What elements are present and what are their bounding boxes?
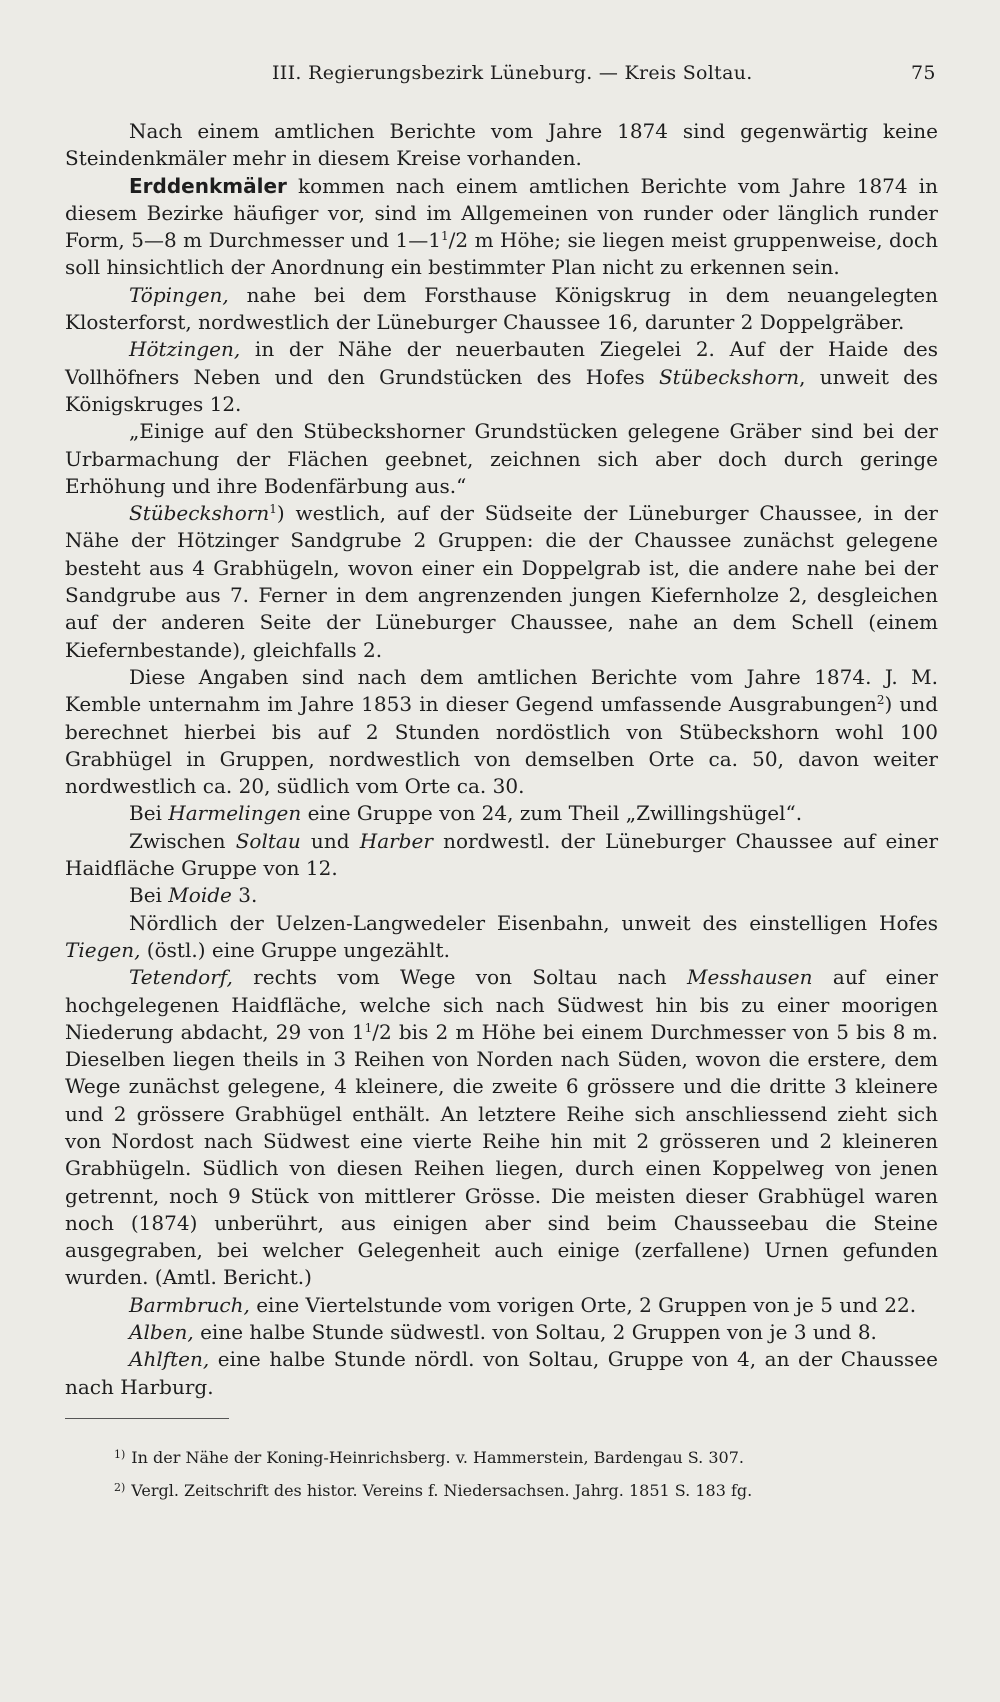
paragraph: Barmbruch, eine Viertelstunde vom vorigen Orte, 2 Gruppen von je 5 und 22.: [129, 1292, 917, 1317]
paragraph: Bei Harmelingen eine Gruppe von 24, zum Theil „Zwillingshügel“.: [129, 801, 803, 826]
paragraph: Diese Angaben sind nach dem amtlichen Berichte vom Jahre 1874. J. M. Kemble unternahm im Jahre 1853 in dieser Gegend umfassende Ausgrabungen$^2$) und berechnet hierbei bis auf 2 Stunden nordöstlich von Stübeckshorn wohl 100 Grabhügel in Gruppen, nordwestlich von demselben Orte ca. 50, davon weiter nordwestlich ca. 20, südlich vom Orte ca. 30.: [65, 664, 938, 799]
place-name: Ahlften,: [129, 1347, 210, 1372]
place-name: Soltau: [235, 828, 301, 853]
paragraph: Töpingen, nahe bei dem Forsthause Königskrug in dem neuangelegten Klosterforst, nordwestlich der Lüneburger Chaussee 16, darunter 2 Doppelgräber.: [65, 282, 938, 335]
page-number: 75: [911, 62, 936, 84]
paragraph: Nach einem amtlichen Berichte vom Jahre 1874 sind gegenwärtig keine Steindenkmäler mehr in diesem Kreise vorhanden.: [65, 119, 938, 171]
footnote-text: In der Nähe der Koning-Heinrichsberg. v. Hammerstein, Bardengau S. 307.: [131, 1448, 744, 1467]
footnotes: [114, 1440, 934, 1506]
paragraph: Tetendorf, rechts vom Wege von Soltau nach Messhausen auf einer hochgelegenen Haidfläche, welche sich nach Südwest hin bis zu einer moorigen Niederung abdacht, 29 von $1^1/2$ bis 2 m Höhe bei einem Durchmesser von 5 bis 8 m. Dieselben liegen theils in 3 Reihen von Norden nach Süden, wovon die erstere, dem Wege zunächst gelegene, 4 kleinere, die zweite 6 grössere und die dritte 3 kleinere und 2 grössere Grabhügel enthält. An letztere Reihe sich anschliessend zieht sich von Nordost nach Südwest eine vierte Reihe hin mit 2 grösseren und 2 kleineren Grabhügeln. Südlich von diesen Reihen liegen, durch einen Koppelweg von jenen getrennt, noch 9 Stück von mittlerer Grösse. Die meisten dieser Grabhügel waren noch (1874) unberührt, aus einigen aber sind beim Chausseebau die Steine ausgegraben, bei welcher Gelegenheit auch einige (zerfallene) Urnen gefunden wurden. (Amtl. Bericht.): [65, 965, 938, 1290]
place-name: Töpingen,: [129, 282, 229, 307]
footnote-ref: 1: [269, 502, 277, 517]
place-name: Hötzingen,: [129, 337, 241, 362]
footnote-divider: [65, 1418, 229, 1419]
place-name: Tetendorf,: [129, 965, 233, 990]
place-name: Barmbruch,: [129, 1292, 250, 1317]
place-name: Stübeckshorn: [658, 364, 800, 389]
place-name: Stübeckshorn: [129, 501, 270, 526]
place-name: Moide: [168, 883, 232, 908]
section-term: Erddenkmäler: [129, 173, 287, 198]
place-name: Harmelingen: [168, 801, 302, 826]
body-text: [65, 118, 938, 1401]
place-name: Tiegen,: [65, 937, 141, 962]
running-title: III. Regierungsbezirk Lüneburg. — Kreis Soltau.: [272, 62, 753, 84]
paragraph: Alben, eine halbe Stunde südwestl. von Soltau, 2 Gruppen von je 3 und 8.: [129, 1320, 877, 1345]
place-name: Harber: [359, 828, 433, 853]
footnote-mark: 1): [114, 1448, 126, 1461]
paragraph: Hötzingen, in der Nähe der neuerbauten Ziegelei 2. Auf der Haide des Vollhöfners Neben und den Grundstücken des Hofes Stübeckshorn, unweit des Königskruges 12.: [65, 337, 938, 416]
paragraph: „Einige auf den Stübeckshorner Grundstücken gelegene Gräber sind bei der Urbarmachung der Flächen geebnet, zeichnen sich aber doch durch geringe Erhöhung und ihre Bodenfärbung aus.“: [65, 419, 938, 498]
paragraph: Bei Moide 3.: [129, 883, 258, 908]
paragraph: Zwischen Soltau und Harber nordwestl. der Lüneburger Chaussee auf einer Haidfläche Gruppe von 12.: [65, 828, 939, 881]
footnote: [114, 1440, 934, 1473]
paragraph: Stübeckshorn$^1$) westlich, auf der Südseite der Lüneburger Chaussee, in der Nähe der Hötzinger Sandgrube 2 Gruppen: die der Chaussee zunächst gelegene besteht aus 4 Grabhügeln, wovon einer ein Doppelgrab ist, die andere nahe bei der Sandgrube aus 7. Ferner in dem angrenzenden jungen Kiefernholze 2, desgleichen auf der anderen Seite der Lüneburger Chaussee, nahe an dem Schell (einem Kiefernbestande), gleichfalls 2.: [65, 501, 938, 662]
paragraph: Ahlften, eine halbe Stunde nördl. von Soltau, Gruppe von 4, an der Chaussee nach Harburg.: [65, 1347, 938, 1399]
footnote-mark: 2): [114, 1481, 126, 1494]
paragraph: Erddenkmäler kommen nach einem amtlichen Berichte vom Jahre 1874 in diesem Bezirke häufiger vor, sind im Allgemeinen von runder oder länglich runder Form, 5—8 m Durchmesser und $1—1^1/2$ m Höhe; sie liegen meist gruppenweise, doch soll hinsichtlich der Anordnung ein bestimmter Plan nicht zu erkennen sein.: [65, 173, 938, 280]
footnote: [114, 1473, 934, 1506]
footnote-text: Vergl. Zeitschrift des histor. Vereins f. Niedersachsen. Jahrg. 1851 S. 183 fg.: [131, 1481, 753, 1500]
place-name: Messhausen: [687, 965, 813, 990]
running-header: [0, 62, 1000, 92]
place-name: Alben,: [129, 1320, 194, 1345]
paragraph: Nördlich der Uelzen-Langwedeler Eisenbahn, unweit des einstelligen Hofes Tiegen, (östl.) eine Gruppe ungezählt.: [65, 910, 938, 962]
footnote-ref: 2: [876, 693, 885, 708]
